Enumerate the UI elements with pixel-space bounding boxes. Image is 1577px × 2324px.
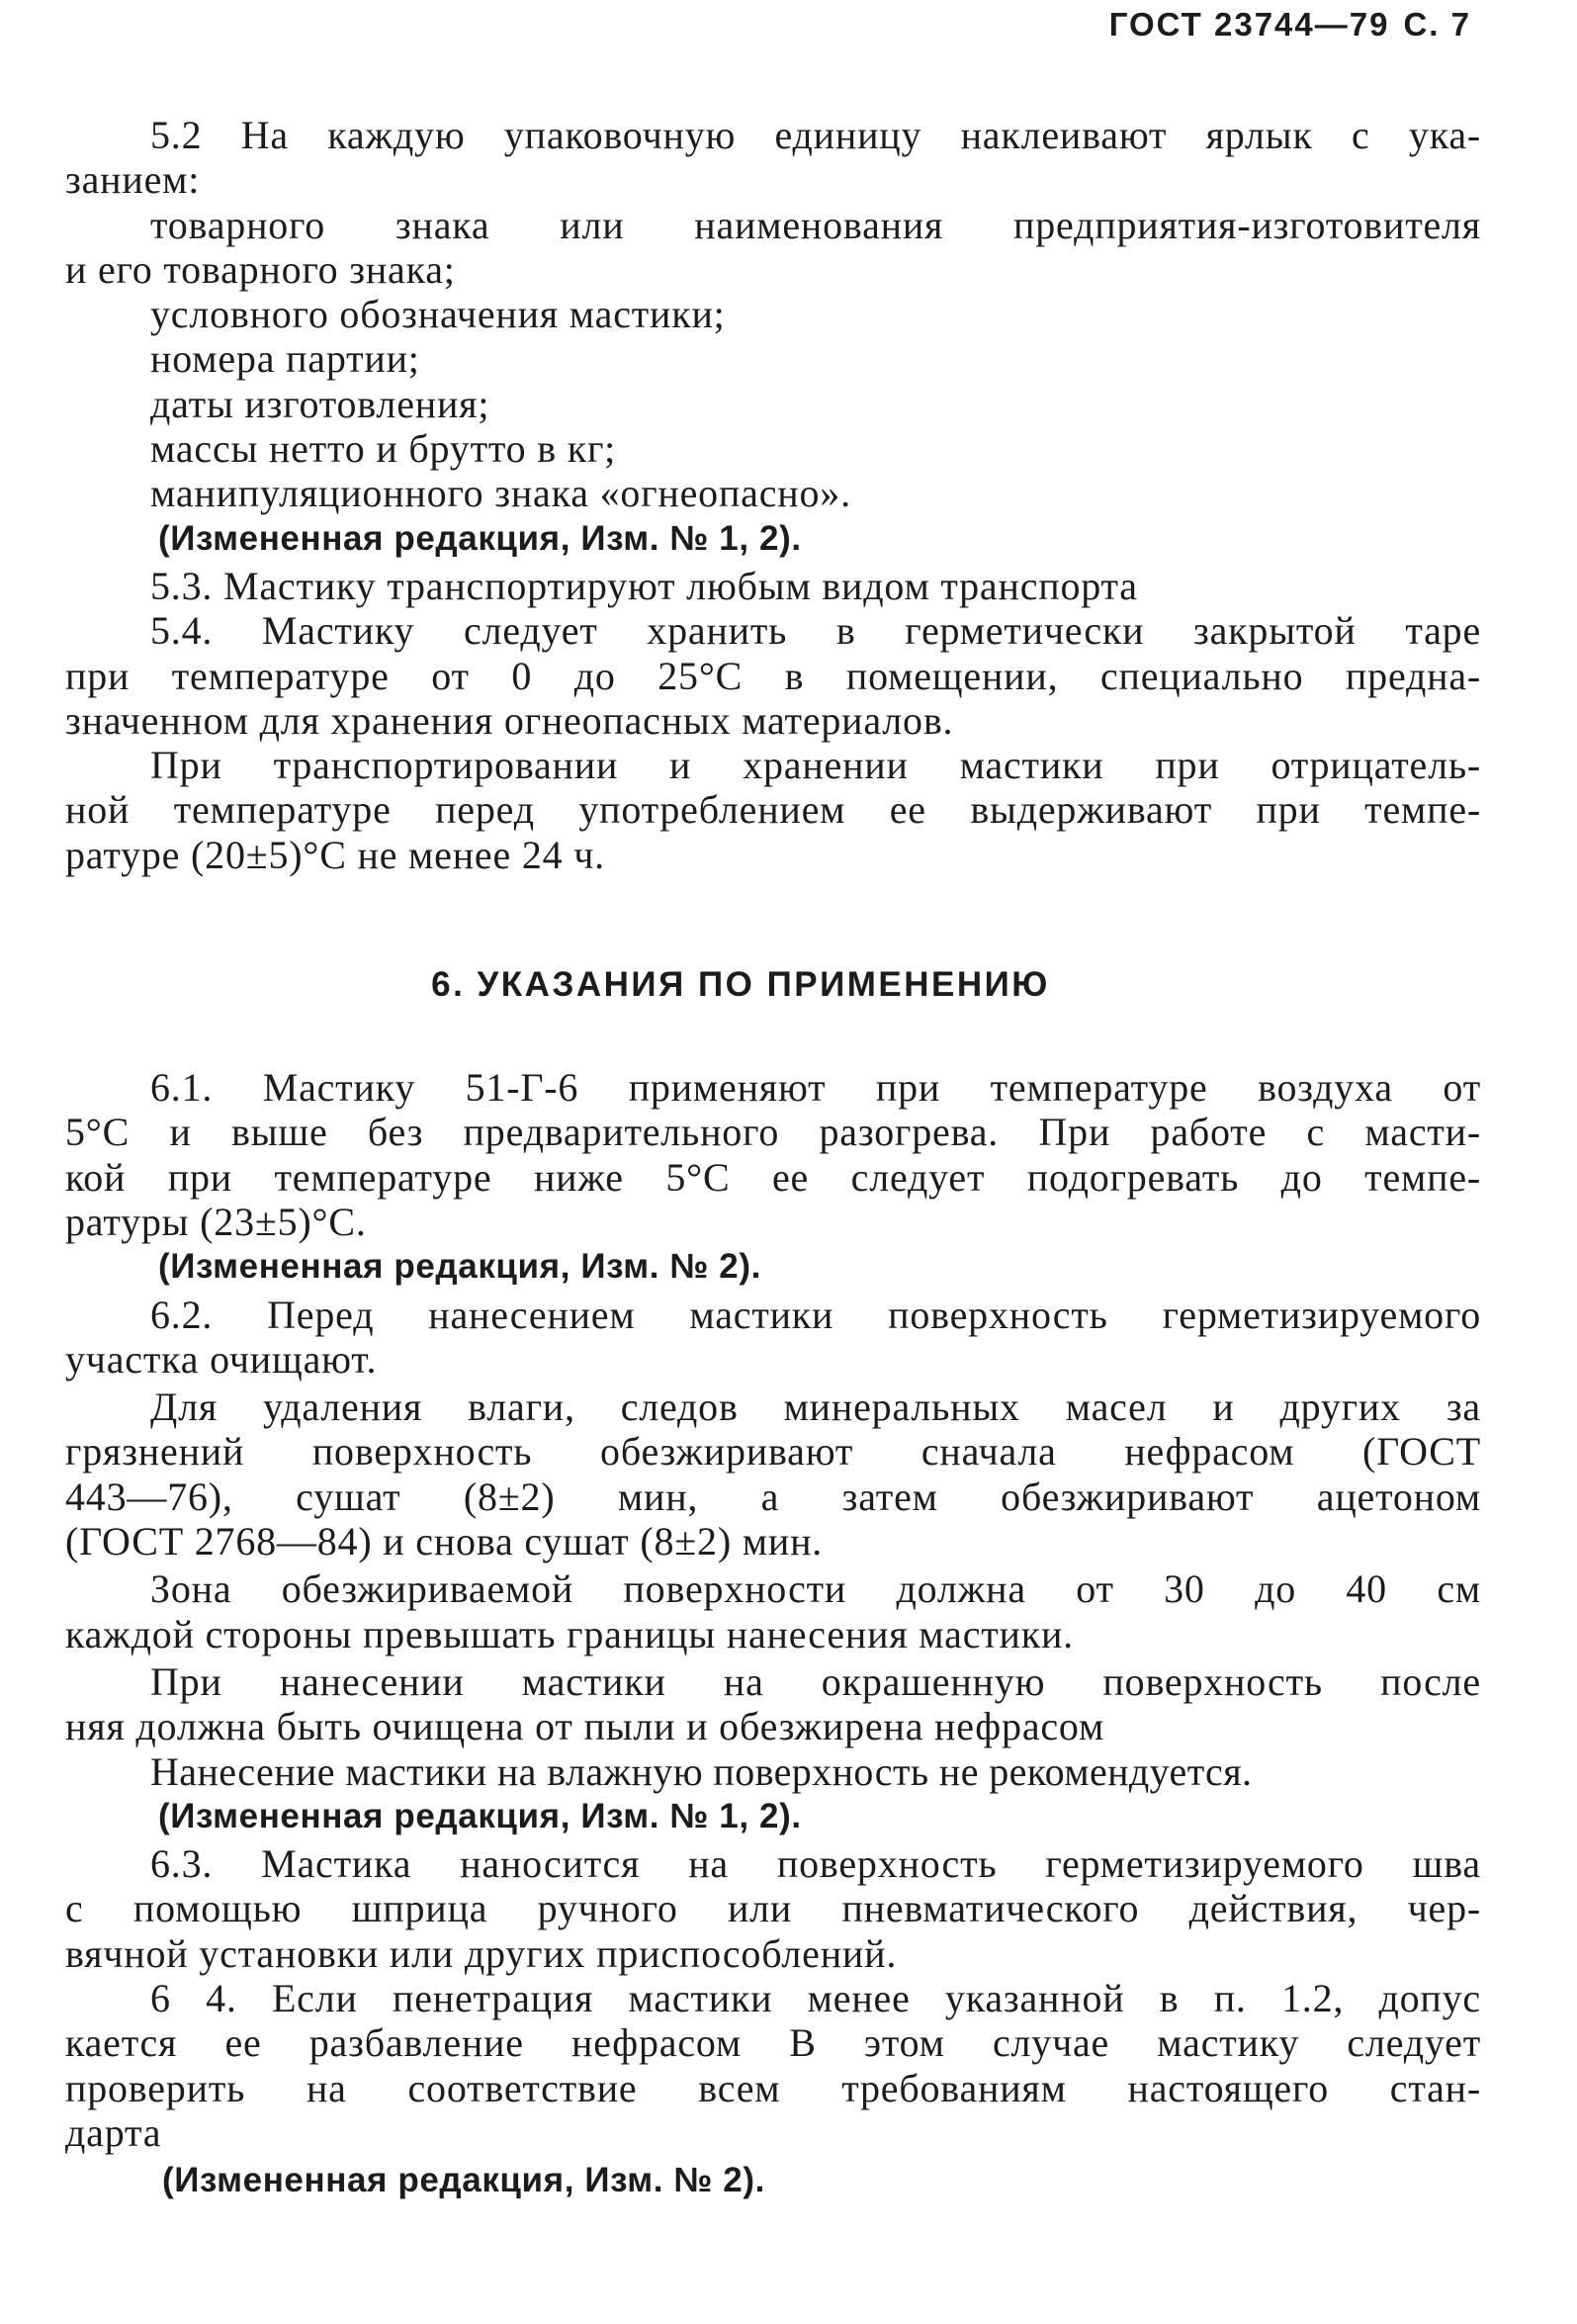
text-line: кается ее разбавление нефрасом В этом случае мастику следует <box>65 2020 1481 2066</box>
text-line: При нанесении мастики на окрашенную поверхность после <box>150 1658 1481 1704</box>
document-body <box>65 113 1481 2202</box>
text-line: каждой стороны превышать границы нанесения мастики. <box>65 1611 1074 1656</box>
text-line: ной температуре перед употреблением ее выдерживают при темпе- <box>65 787 1481 833</box>
text-line: кой при температуре ниже 5°С ее следует подогревать до темпе- <box>65 1154 1481 1200</box>
amendment-note: (Измененная редакция, Изм. № 2). <box>162 2161 765 2200</box>
text-line: ратуры (23±5)°С. <box>65 1199 367 1244</box>
text-line: 6.2. Перед нанесением мастики поверхность герметизируемого <box>150 1292 1481 1337</box>
paragraph-6-2-painted <box>0 1659 1481 1749</box>
text-line: вячной установки или других приспособлений. <box>65 1930 898 1976</box>
text-line: проверить на соответствие всем требованиям настоящего стан- <box>65 2065 1481 2110</box>
paragraph-6-1 <box>0 1065 1481 1244</box>
list-item: номера партии; <box>150 336 420 382</box>
paragraph-6-2-moisture: Нанесение мастики на влажную поверхность не рекомендуется. <box>150 1748 1253 1794</box>
amendment-note: (Измененная редакция, Изм. № 1, 2). <box>158 518 802 558</box>
text-line: с помощью шприца ручного или пневматического действия, чер- <box>65 1886 1481 1931</box>
text-line: Зона обезжириваемой поверхности должна от 30 до 40 см <box>150 1566 1481 1612</box>
text-line: 5°С и выше без предварительного разогрева. При работе с масти- <box>65 1110 1481 1155</box>
text-line: 6.3. Мастика наносится на поверхность герметизируемого шва <box>150 1841 1481 1887</box>
text-line: 6 4. Если пенетрация мастики менее указанной в п. 1.2, допус <box>150 1975 1481 2020</box>
paragraph-6-4 <box>0 1976 1481 2155</box>
paragraph-5-4-transport <box>0 743 1481 877</box>
text-line: 6.1. Мастику 51-Г-6 применяют при температуре воздуха от <box>150 1065 1481 1111</box>
list-item: товарного знака или наименования предприятия-изготовителя <box>150 202 1481 247</box>
paragraph-5-2 <box>65 113 1481 203</box>
text-line: 5.4. Мастику следует хранить в герметически закрытой таре <box>150 608 1481 654</box>
amendment-note: (Измененная редакция, Изм. № 2). <box>158 1247 761 1287</box>
text-line: Для удаления влаги, следов минеральных масел и других за <box>150 1385 1481 1430</box>
standard-number: ГОСТ 23744—79 <box>1108 6 1390 43</box>
paragraph-5-3: 5.3. Мастику транспортируют любым видом транспорта <box>150 563 1138 608</box>
amendment-note: (Измененная редакция, Изм. № 1, 2). <box>158 1796 802 1835</box>
paragraph-6-2 <box>0 1293 1481 1383</box>
text-line: значенном для хранения огнеопасных материалов. <box>65 697 954 743</box>
text-line: няя должна быть очищена от пыли и обезжирена нефрасом <box>65 1704 1105 1749</box>
page-header <box>1109 6 1471 44</box>
paragraph-5-4 <box>0 608 1481 743</box>
page-number: С. 7 <box>1403 6 1471 43</box>
text-line: 443—76), сушат (8±2) мин, а затем обезжиривают ацетоном <box>65 1474 1481 1519</box>
text-line: (ГОСТ 2768—84) и снова сушат (8±2) мин. <box>65 1519 824 1564</box>
text-line: ратуре (20±5)°С не менее 24 ч. <box>65 832 605 877</box>
text-line: при температуре от 0 до 25°С в помещении, специально предна- <box>65 653 1481 698</box>
label-items-list <box>65 202 1481 516</box>
text-line: 5.2 На каждую упаковочную единицу наклеивают ярлык с ука- <box>150 113 1481 157</box>
text-line: дарта <box>65 2109 162 2155</box>
list-item: условного обозначения мастики; <box>150 292 726 337</box>
list-item: даты изготовления; <box>150 381 490 426</box>
text-line: участка очищают. <box>65 1336 378 1382</box>
text-line: грязнений поверхность обезжиривают сначала нефрасом (ГОСТ <box>65 1429 1481 1475</box>
list-item: массы нетто и брутто в кг; <box>150 426 617 472</box>
paragraph-6-2-degreasing <box>0 1385 1481 1564</box>
section-title: 6. УКАЗАНИЯ ПО ПРИМЕНЕНИЮ <box>431 965 1050 1005</box>
list-item: и его товарного знака; <box>65 246 456 292</box>
text-line: При транспортировании и хранении мастики при отрицатель- <box>150 743 1481 788</box>
paragraph-6-3 <box>0 1841 1481 1976</box>
text-line: занием: <box>65 157 201 203</box>
list-item: манипуляционного знака «огнеопасно». <box>150 471 851 516</box>
paragraph-6-2-zone <box>0 1566 1481 1656</box>
